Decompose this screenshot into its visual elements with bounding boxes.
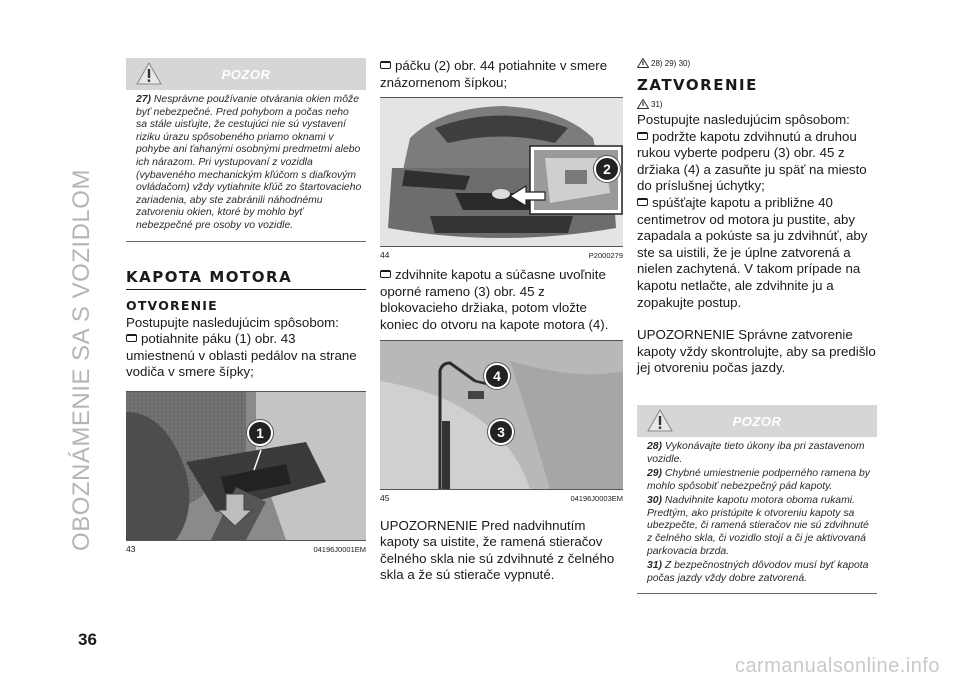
callout-2: 2 xyxy=(594,156,620,182)
column-3 xyxy=(637,58,877,594)
column-1 xyxy=(126,58,366,554)
figure-number: 43 xyxy=(126,543,136,554)
warning-header xyxy=(126,58,366,90)
step-bullet: potiahnite páku (1) obr. 43 umiestnenú v oblasti pedálov na strane vodiča v smere šípky; xyxy=(126,331,357,380)
warning-box xyxy=(126,90,366,242)
figure-45 xyxy=(380,340,623,503)
key-icon xyxy=(380,61,391,69)
subsection-heading: OTVORENIE xyxy=(126,297,218,313)
key-icon xyxy=(380,270,391,278)
warning-item: 27) Nesprávne používanie otvárania okien môže byť nebezpečné. Pred pohybom a počas neho sa stále uisťujte, že cestujúci nie sú vystavení riziku úrazu spôsobeného priamo oknami v pohybe ani ťahanými osobnými predmetmi alebo ich nárazom. Pri vystupovaní z vozidla (vybaveného mechanickým kľúčom s diaľkovým ovládačom) vždy vytiahnite kľúč zo štartovacieho zariadenia, aby ste zabránili náhodnému zatvoreniu okien, ktoré by mohlo byť nebezpečné pre osoby vo vozidle. xyxy=(136,94,362,231)
section-heading: ZATVORENIE xyxy=(637,76,758,94)
warning-refs: 28) 29) 30) xyxy=(637,58,877,68)
warning-title: POZOR xyxy=(732,413,782,429)
callout-4: 4 xyxy=(484,363,510,389)
section-heading: KAPOTA MOTORA xyxy=(126,268,366,290)
watermark: carmanualsonline.info xyxy=(734,655,940,677)
warning-item: 29) Chybné umiestnenie podperného ramena by mohlo spôsobiť nebezpečný pád kapoty. xyxy=(647,468,870,492)
figure-code: 04196J0001EM xyxy=(313,544,366,554)
callout-1: 1 xyxy=(247,420,273,446)
pedal-area-illustration xyxy=(126,392,366,540)
note-text: UPOZORNENIE Pred nadvihnutím kapoty sa uistite, že ramená stieračov čelného skla nie sú zdvihnuté z čelného skla a že sú stierače vypnuté. xyxy=(380,517,615,583)
step-bullet: podržte kapotu zdvihnutú a druhou rukou vyberte podperu (3) obr. 45 z držiaka (4) a zasuňte ju späť na miesto do príslušnej úchytky; xyxy=(637,128,867,194)
column-2 xyxy=(380,58,623,584)
key-icon xyxy=(126,334,137,342)
figure-code: P2000279 xyxy=(588,251,623,261)
step-bullet: zdvihnite kapotu a súčasne uvoľnite oporné rameno (3) obr. 45 z blokovacieho držiaka, potom vložte koniec do otvoru na kapote motora (4). xyxy=(380,267,609,332)
figure-code: 04196J0003EM xyxy=(570,493,623,503)
warning-item: 30) Nadvihnite kapotu motora oboma rukami. Predtým, ako pristúpite k otvoreniu kapoty sa ubezpečte, či ramená stieračov nie sú zdvihnuté z čelného skla, či vozidlo stojí a či je aktivovaná parkovacia brzda. xyxy=(647,495,869,557)
intro-text: Postupujte nasledujúcim spôsobom: xyxy=(126,314,339,330)
figure-43 xyxy=(126,391,366,554)
key-icon xyxy=(637,132,648,140)
warning-item: 28) Vykonávajte tieto úkony iba pri zastavenom vozidle. xyxy=(647,440,865,465)
warning-title: POZOR xyxy=(221,67,271,82)
warning-ref: 31) xyxy=(637,99,877,109)
chapter-side-title: OBOZNÁMENIE SA S VOZIDLOM xyxy=(68,169,95,551)
intro-text: Postupujte nasledujúcim spôsobom: xyxy=(637,112,850,127)
figure-44 xyxy=(380,97,623,261)
step-bullet: spúšťajte kapotu a približne 40 centimetrov od motora ju pustite, aby zapadala a pokúste sa ju zdvihnúť, aby ste sa uistili, že je úplne zatvorená a nielen zachytená. V takom prípade na kapotu netlačte, ale zdvihnite ju a zopakujte postup. xyxy=(637,194,868,310)
warning-item: 31) Z bezpečnostných dôvodov musí byť kapota počas jazdy vždy dobre zatvorená. xyxy=(647,560,869,584)
figure-number: 44 xyxy=(380,250,390,261)
key-icon xyxy=(637,198,648,206)
callout-3: 3 xyxy=(488,419,514,445)
figure-number: 45 xyxy=(380,492,390,503)
car-front-illustration xyxy=(380,98,623,246)
page-number: 36 xyxy=(78,630,97,649)
warning-box xyxy=(637,437,877,595)
hood-prop-rod-illustration xyxy=(380,341,623,489)
warning-triangle-icon xyxy=(637,99,649,109)
warning-triangle-icon xyxy=(637,58,649,68)
note-text: UPOZORNENIE Správne zatvorenie kapoty vždy skontrolujte, aby sa predišlo jej otvoreniu počas jazdy. xyxy=(637,327,876,376)
warning-header xyxy=(637,405,877,437)
step-bullet: páčku (2) obr. 44 potiahnite v smere znázornenom šípkou; xyxy=(380,58,608,90)
